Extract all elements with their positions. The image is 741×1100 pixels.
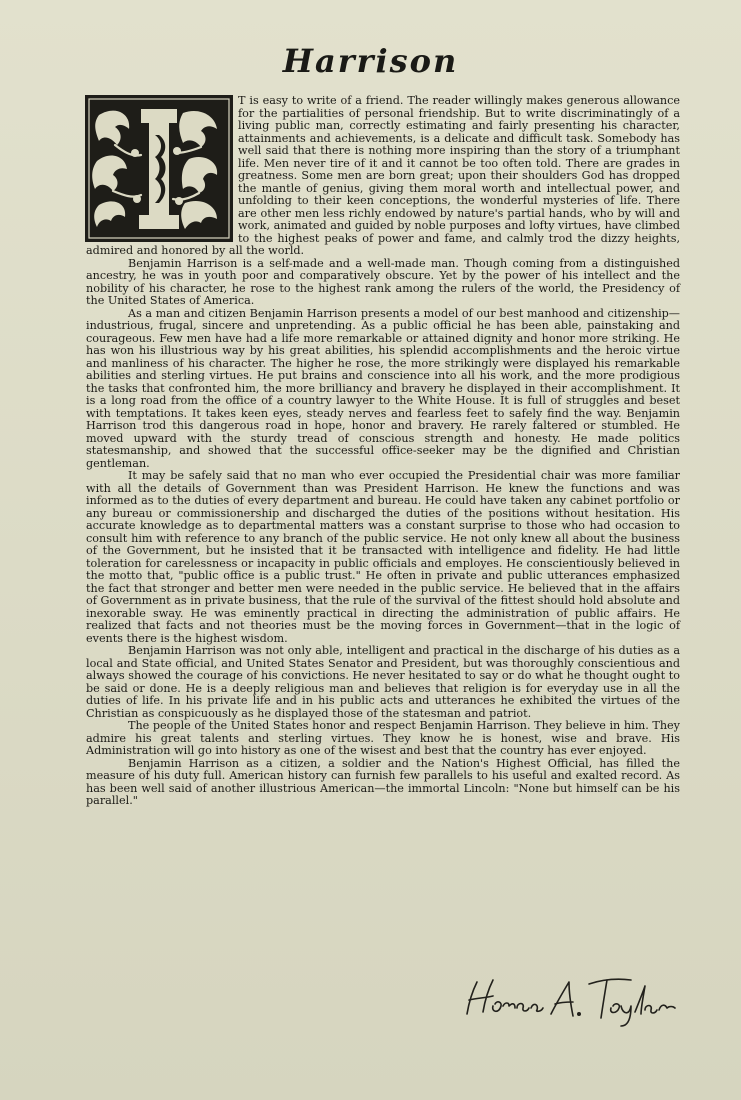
page-title: Harrison — [282, 42, 459, 80]
paragraph: Benjamin Harrison was not only able, intelligent and practical in the discharge of his duties as a local and State official, and United States Senator and President, but was thoroughly conscientious and always showed the courage of his convictions. He never hesitated to say or do what he thought ought to be said or done. He is a deeply religious man and believes that religion is for everyday use in all the duties of life. In his private life and in his public acts and utterances he exhibited the virtues of the Christian as conspicuously as he displayed those of the statesman and patriot. — [86, 644, 680, 720]
dropcap-spacer — [86, 95, 238, 243]
paragraph: The people of the United States honor and respect Benjamin Harrison. They believe in him. They admire his great talents and sterling virtues. They know he is honest, wise and brave. His Administration will go into history as one of the wisest and best that the country has ever enjoyed. — [86, 719, 680, 757]
paragraph: It may be safely said that no man who ever occupied the Presidential chair was more familiar with all the details of Government than was President Harrison. He knew the functions and was informed as to the duties of every department and bureau. He could have taken any cabinet portfolio or any bureau or commissionership and discharged the duties of the positions without hesitation. His accurate knowledge as to departmental matters was a constant surprise to those who had occasion to consult him with reference to any branch of the public service. He not only knew all about the business of the Government, but he insisted that it be transacted with intelligence and fidelity. He had little toleration for carelessness or incapacity in public officials and employes. He conscientiously believed in the motto that, "public office is a public trust." He often in private and public utterances emphasized the fact that stronger and better men were needed in the public service. He believed that in the affairs of Government as in private business, that the rule of the survival of the fittest should hold absolute and inexorable sway. He was eminently practical in directing the administration of public affairs. He realized that facts and not theories must be the moving forces in Government—that in the logic of events there is the highest wisdom. — [86, 469, 680, 645]
paragraph: Benjamin Harrison as a citizen, a soldier and the Nation's Highest Official, has filled the measure of his duty full. American history can furnish few parallels to his useful and exalted record. As has been well said of another illustrious American—the immortal Lincoln: "None but himself can be his parallel." — [86, 756, 680, 807]
article-body — [86, 95, 680, 808]
handwritten-signature — [455, 962, 685, 1032]
paragraph: T is easy to write of a friend. The reader willingly makes generous allowance for the partialities of personal friendship. But to write discriminatingly of a living public man, correctly estimating and fairly presenting his character, attainments and achievements, is a delicate and difficult task. Somebody has well said that there is nothing more inspiring than the story of a triumphant life. Men never tire of it and it cannot be too often told. There are grades in greatness. Some men are born great; upon their shoulders God has dropped the mantle of genius, giving them moral worth and intellectual power, and unfolding to their keen conceptions, the wonderful mysteries of life. There are other men less richly endowed by nature's partial hands, who by will and work, animated and guided by noble purposes and lofty virtues, have climbed to the highest peaks of power and fame, and calmly trod the dizzy heights, admired and honored by all the world. — [86, 94, 680, 257]
paragraph: As a man and citizen Benjamin Harrison presents a model of our best manhood and citizenship—industrious, frugal, sincere and unpretending. As a public official he has been able, painstaking and courageous. Few men have had a life more remarkable or attained dignity and honor more striking. He has won his illustrious way by his great abilities, his splendid accomplishments and the heroic virtue and manliness of his character. The higher he rose, the more strikingly were displayed his remarkable abilities and sterling virtues. He put brains and conscience into all his work, and the more prodigious the tasks that confronted him, the more brilliancy and bravery he displayed in their accomplishment. It is a long road from the office of a country lawyer to the White House. It is full of struggles and beset with temptations. It takes keen eyes, steady nerves and fearless feet to safely find the way. Benjamin Harrison trod this dangerous road in hope, honor and bravery. He rarely faltered or stumbled. He moved upward with the sturdy tread of conscious strength and honesty. He made politics statesmanship, and showed that the successful office-seeker may be the dignified and Christian gentleman. — [86, 306, 680, 470]
paragraph: Benjamin Harrison is a self-made and a well-made man. Though coming from a distinguished ancestry, he was in youth poor and comparatively obscure. Yet by the power of his intellect and the nobility of his character, he rose to the highest rank among the rulers of the world, the Presidency of the United States of America. — [86, 256, 680, 307]
